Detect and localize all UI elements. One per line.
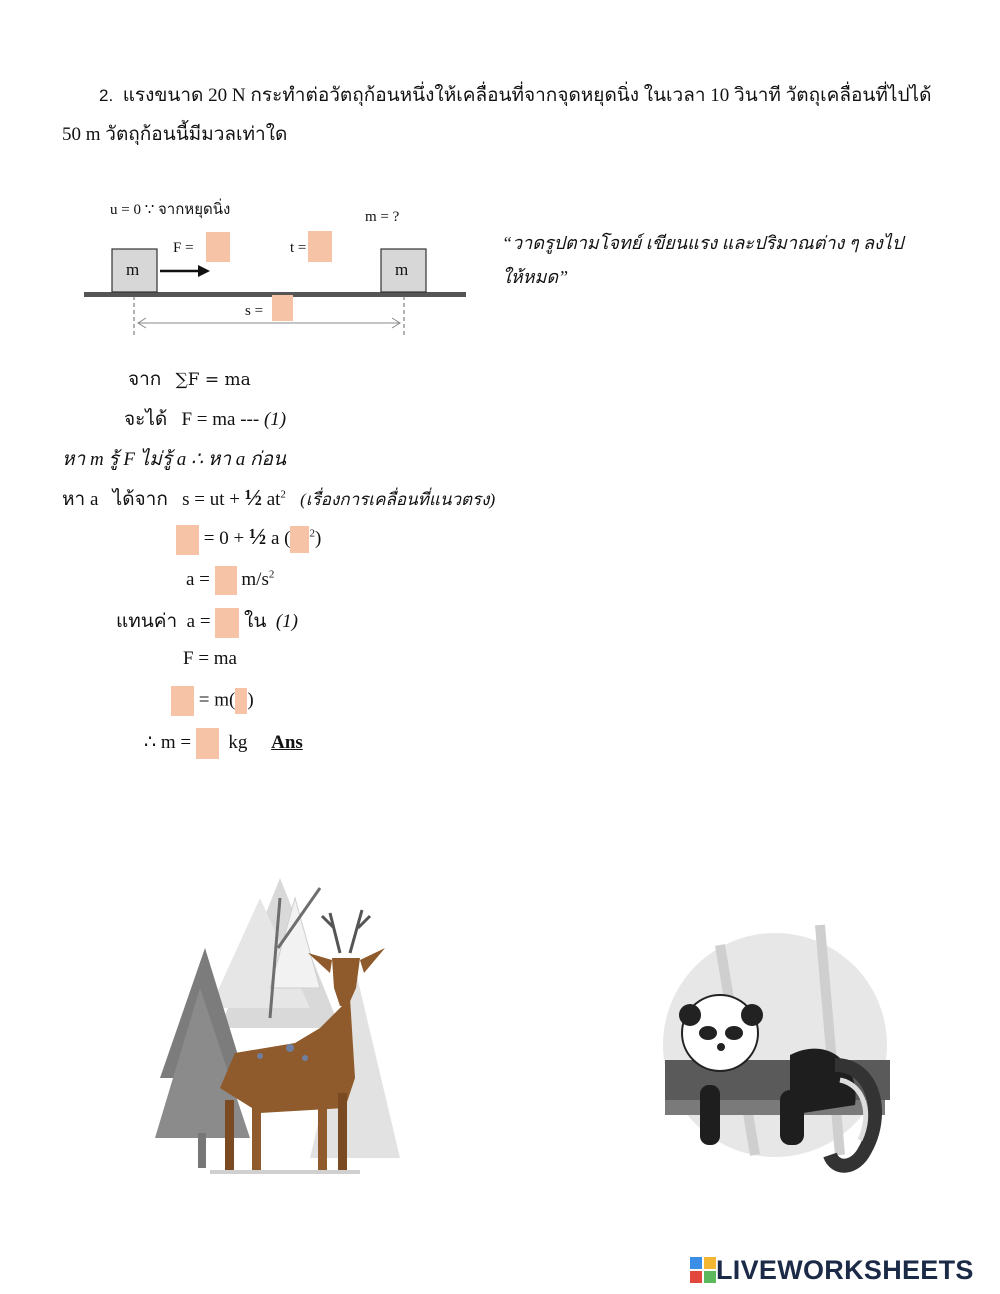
find-a-label: หา a bbox=[62, 489, 99, 510]
force-answer-box[interactable] bbox=[206, 232, 230, 262]
acceleration-answer-box[interactable] bbox=[215, 566, 237, 595]
square-exp-3: 2 bbox=[268, 568, 275, 581]
from-eq-label: ได้จาก bbox=[112, 489, 168, 510]
instruction-line-2: ให้หมด” bbox=[502, 267, 569, 287]
because-symbol: ∵ bbox=[144, 200, 155, 218]
eq1-ref: (1) bbox=[263, 409, 287, 430]
brand-icon bbox=[690, 1257, 716, 1283]
mass-answer-box[interactable] bbox=[196, 728, 219, 759]
question-text-1: แรงขนาด 20 N กระทำต่อวัตถุก้อนหนึ่งให้เคลื่อนที่จากจุดหยุดนิ่ง ในเวลา 10 วินาที วัตถุเคลื่อนที่ไปได้ bbox=[122, 85, 932, 106]
motion-diagram bbox=[0, 0, 1000, 360]
accel-result-line bbox=[186, 566, 274, 595]
distance-value-box[interactable] bbox=[176, 525, 199, 555]
square-exp: 2 bbox=[280, 488, 286, 501]
kin-note: (เรื่องการเคลื่อนที่แนวตรง) bbox=[300, 490, 496, 509]
force-value-box[interactable] bbox=[171, 686, 194, 716]
sub-b: a ( bbox=[270, 528, 291, 549]
replace-in: ใน bbox=[244, 611, 267, 632]
from-label: จาก bbox=[128, 369, 162, 390]
eq1: F = ma --- bbox=[181, 409, 260, 430]
sub-c: ) bbox=[314, 528, 322, 549]
mass-eq-line bbox=[171, 686, 254, 716]
block-right-label: m bbox=[395, 260, 409, 279]
accel-value-box[interactable] bbox=[235, 688, 247, 714]
kinematics-line bbox=[62, 484, 495, 514]
get-label: จะได้ bbox=[124, 409, 168, 430]
replace-label: แทนค่า bbox=[116, 611, 178, 632]
question-number: 2. bbox=[99, 86, 114, 105]
square-exp-2: 2 bbox=[309, 527, 315, 540]
u-note: จากหยุดนิ่ง bbox=[158, 202, 231, 218]
deer-illustration bbox=[150, 878, 410, 1183]
kg-unit: kg bbox=[228, 731, 248, 753]
substitute-line bbox=[176, 524, 321, 555]
s-label: s = bbox=[245, 303, 264, 319]
liveworksheets-logo[interactable] bbox=[690, 1253, 974, 1287]
replace-a: a = bbox=[186, 611, 211, 632]
a-unit: m/s bbox=[241, 568, 269, 590]
brand-name: LIVEWORKSHEETS bbox=[716, 1254, 974, 1285]
solution-step-2 bbox=[124, 404, 286, 434]
replace-a-box[interactable] bbox=[215, 608, 239, 638]
replace-ref: (1) bbox=[275, 611, 298, 632]
f-ma-line: F = ma bbox=[183, 648, 237, 669]
time-answer-box[interactable] bbox=[308, 231, 332, 262]
f-label: F = bbox=[173, 240, 194, 256]
u-label: u = 0 bbox=[110, 202, 141, 218]
half-symbol-2: ½ bbox=[248, 524, 267, 549]
sum-force-eq: ∑F = ma bbox=[175, 370, 251, 390]
kin-eq-b: at bbox=[266, 489, 281, 510]
final-answer-line bbox=[144, 728, 303, 759]
m-unknown-label: m = ? bbox=[365, 209, 400, 225]
kin-eq-a: s = ut + bbox=[182, 489, 240, 510]
a-eq: a = bbox=[186, 568, 210, 590]
red-panda-illustration bbox=[660, 915, 910, 1185]
m-eq: m = bbox=[160, 731, 192, 753]
question-text-2: 50 m วัตถุก้อนนี้มีมวลเท่าใด bbox=[62, 124, 288, 145]
therefore-symbol: ∴ bbox=[144, 730, 157, 753]
t-label: t = bbox=[290, 240, 307, 256]
u-label-row bbox=[110, 197, 230, 221]
instruction-line-1: “วาดรูปตามโจทย์ เขียนแรง และปริมาณต่าง ๆ ลงไป bbox=[502, 233, 904, 253]
solution-step-1 bbox=[128, 364, 251, 394]
time-value-box[interactable] bbox=[290, 526, 309, 553]
eq-m-a: = m( bbox=[198, 689, 236, 711]
ans-label: Ans bbox=[271, 731, 303, 753]
eq-m-b: ) bbox=[247, 689, 254, 711]
sub-a: = 0 + bbox=[203, 528, 245, 549]
find-line: หา m รู้ F ไม่รู้ a ∴ หา a ก่อน bbox=[62, 449, 286, 470]
force-arrow-head bbox=[198, 265, 210, 277]
half-symbol: ½ bbox=[244, 485, 262, 510]
distance-answer-box[interactable] bbox=[272, 295, 293, 321]
block-left-label: m bbox=[126, 260, 140, 279]
replace-line bbox=[116, 606, 298, 638]
